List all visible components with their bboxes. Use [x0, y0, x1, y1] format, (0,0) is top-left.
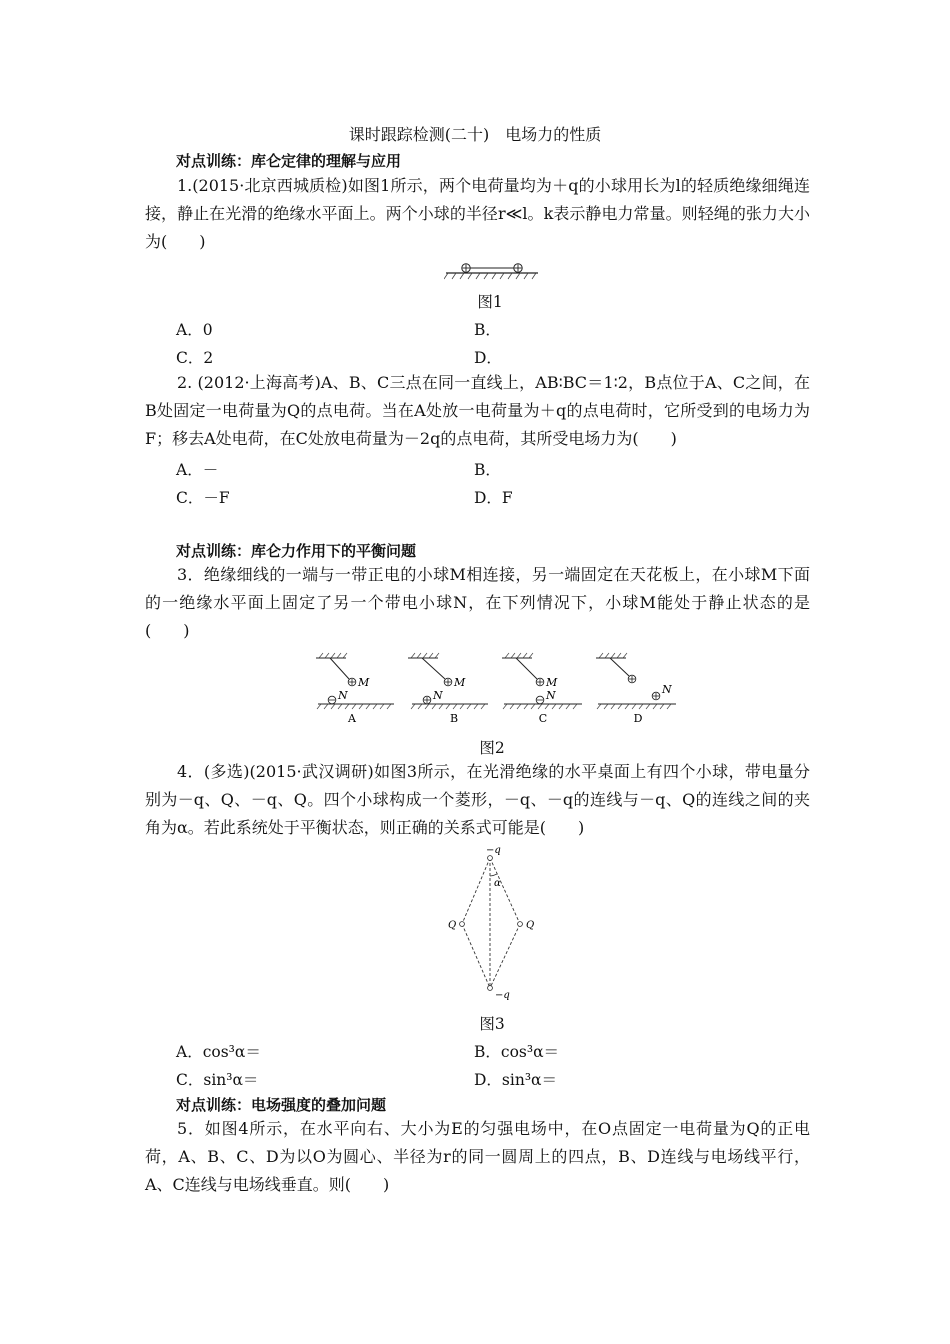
q1-option-a: A．0 [176, 321, 213, 339]
figure-3-caption: 图3 [479, 1015, 505, 1033]
q2-option-a: A．－ [176, 461, 219, 479]
panel-d-n-label: N [662, 683, 672, 696]
page-title: 课时跟踪检测(二十) 电场力的性质 [348, 125, 602, 144]
q4-option-a: A．cos³α＝ [176, 1043, 261, 1061]
figure-2-panel-b [408, 653, 488, 725]
q2-option-d: D．F [474, 489, 513, 507]
question-1-text: 1.(2015·北京西城质检)如图1所示，两个电荷量均为＋q的小球用长为l的轻质绝缘细绳连接，静止在光滑的绝缘水平面上。两个小球的半径r≪l。k表示静电力常量。则轻绳的张力大小为( ) [145, 176, 810, 251]
question-4-text: 4．(多选)(2015·武汉调研)如图3所示，在光滑绝缘的水平桌面上有四个小球，带电量分别为－q、Q、－q、Q。四个小球构成一个菱形，－q、－q的连线与－q、Q的连线之间的夹角为α。若此系统处于平衡状态，则正确的关系式可能是( ) [145, 762, 810, 837]
figure-2-panel-a [316, 653, 394, 725]
panel-a-m-label: M [358, 676, 370, 689]
figure-3-diagram [440, 842, 550, 1004]
panel-b-m-label: M [454, 676, 466, 689]
panel-c-label: C [538, 712, 548, 725]
figure-2-caption: 图2 [479, 739, 505, 757]
panel-d-label: D [633, 712, 643, 725]
question-2-text: 2. (2012·上海高考)A、B、C三点在同一直线上，AB∶BC＝1∶2，B点位于A、C之间，在B处固定一电荷量为Q的点电荷。当在A处放一电荷量为＋q的点电荷时，它所受到的电场力为F；移去A处电荷，在C处放电荷量为－2q的点电荷，其所受电场力为( ) [145, 373, 810, 448]
panel-b-label: B [449, 712, 459, 725]
q4-option-d: D．sin³α＝ [474, 1071, 558, 1089]
figure-3-left-label: Q [448, 920, 457, 931]
section-heading-field-superposition: 对点训练：电场强度的叠加问题 [176, 1096, 387, 1114]
panel-c-n-label: N [546, 689, 556, 702]
figure-3-angle-label: α [494, 878, 501, 889]
figure-3-top-label: −q [486, 845, 501, 856]
q4-option-c: C．sin³α＝ [176, 1071, 259, 1089]
figure-2-panel-d [596, 653, 676, 725]
panel-a-n-label: N [338, 689, 348, 702]
q1-option-b: B． [474, 321, 501, 339]
figure-2-panel-c [502, 653, 582, 725]
section-heading-coulomb-law: 对点训练：库仑定律的理解与应用 [176, 152, 402, 170]
figure-1-diagram [444, 259, 540, 281]
q4-option-b: B．cos³α＝ [474, 1043, 560, 1061]
panel-a-label: A [348, 712, 356, 725]
figure-1-caption: 图1 [477, 293, 503, 311]
q1-option-d: D． [474, 349, 502, 367]
figure-2-diagram [312, 652, 682, 728]
section-heading-equilibrium: 对点训练：库仑力作用下的平衡问题 [176, 542, 417, 560]
panel-b-n-label: N [433, 689, 443, 702]
question-5-text: 5．如图4所示，在水平向右、大小为E的匀强电场中，在O点固定一电荷量为Q的正电荷，A、B、C、D为以O为圆心、半径为r的同一圆周上的四点，B、D连线与电场线平行，A、C连线与电场线垂直。则( ) [145, 1119, 810, 1194]
q2-option-c: C．－F [176, 489, 230, 507]
figure-3-right-label: Q [526, 920, 535, 931]
question-3-text: 3．绝缘细线的一端与一带正电的小球M相连接，另一端固定在天花板上，在小球M下面的一绝缘水平面上固定了另一个带电小球N，在下列情况下，小球M能处于静止状态的是( ) [145, 565, 810, 640]
q2-option-b: B． [474, 461, 501, 479]
panel-c-m-label: M [546, 676, 558, 689]
figure-3-bottom-label: −q [495, 990, 510, 1001]
q1-option-c: C．2 [176, 349, 214, 367]
